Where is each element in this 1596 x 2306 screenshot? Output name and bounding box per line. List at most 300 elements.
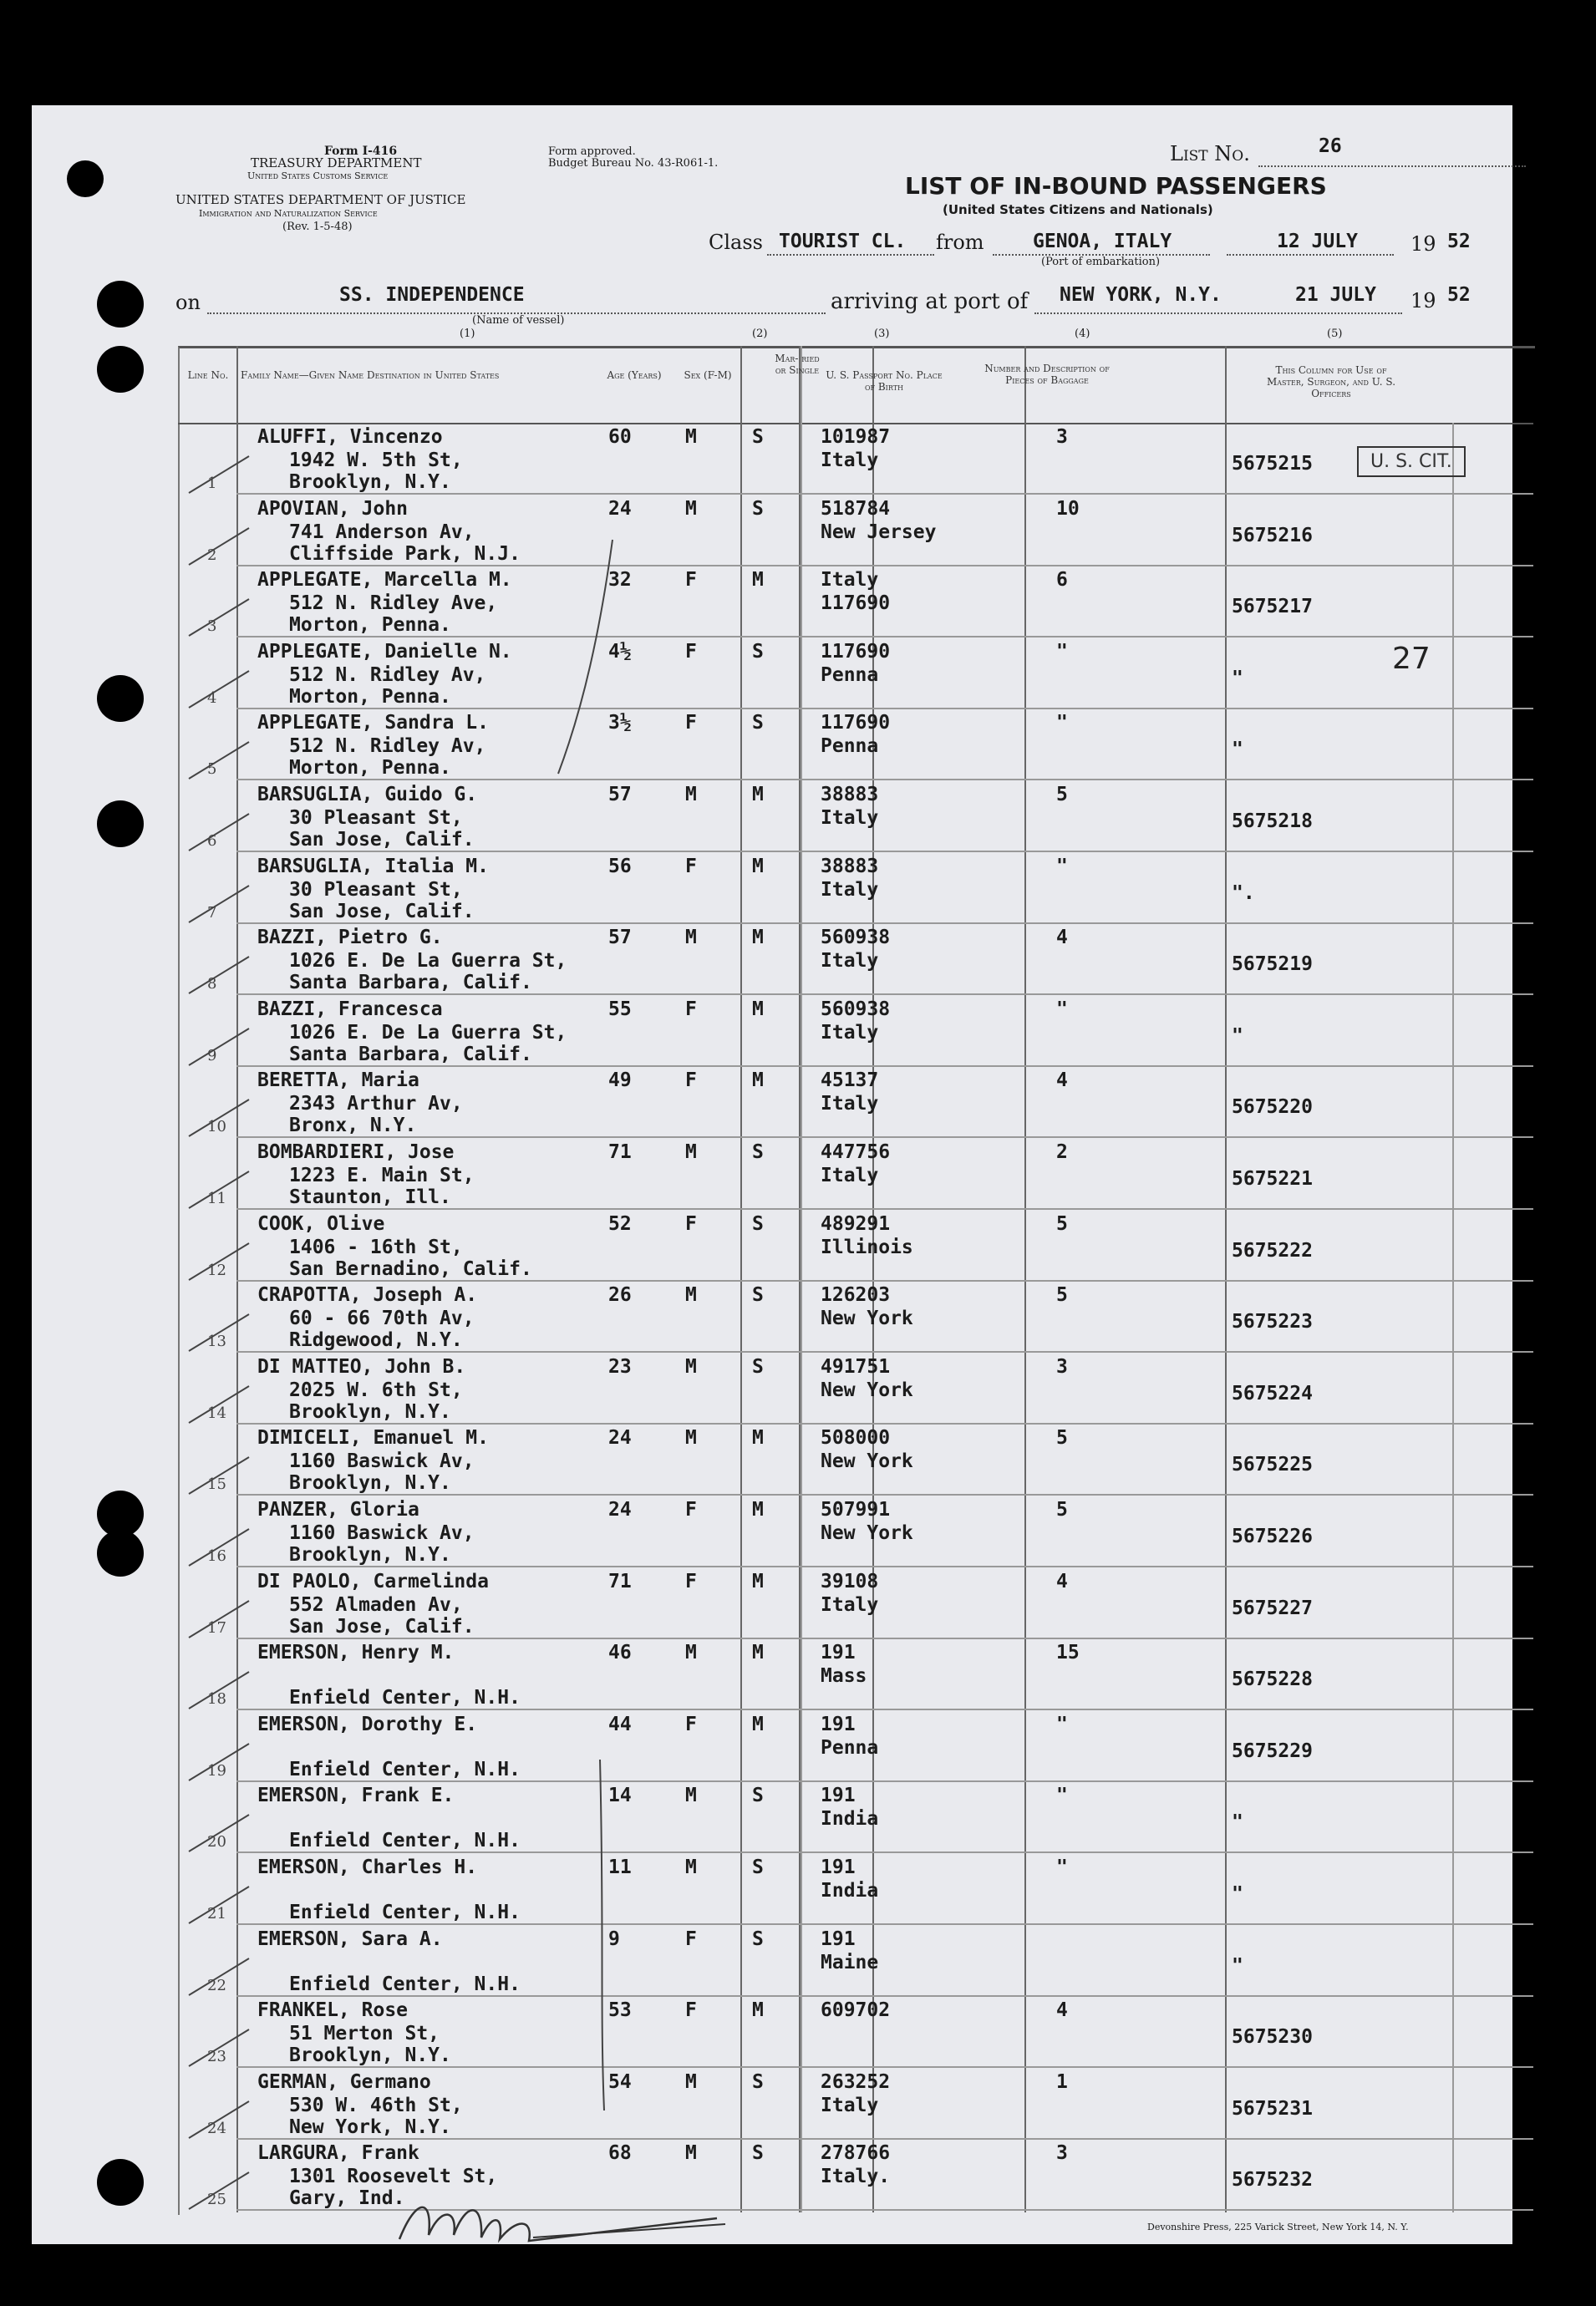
place-of-birth: Italy: [821, 1165, 879, 1186]
passenger-marital: M: [752, 1499, 764, 1521]
passenger-sex: F: [685, 1928, 697, 1950]
place-of-birth: New York: [821, 1308, 913, 1329]
passenger-age: 53: [608, 1999, 632, 2021]
passenger-age: 23: [608, 1356, 632, 1378]
passenger-address: 1026 E. De La Guerra St,: [289, 950, 567, 972]
passenger-city: Gary, Ind.: [289, 2187, 405, 2209]
line-number: 14: [207, 1404, 226, 1422]
line-number: 22: [207, 1977, 226, 1994]
passport-number: 447756: [821, 1141, 891, 1163]
justice-dept: UNITED STATES DEPARTMENT OF JUSTICE: [175, 192, 466, 207]
signature: [383, 2189, 734, 2256]
punch-hole: [67, 160, 104, 197]
line-number: 18: [207, 1690, 226, 1708]
budget-bureau: Budget Bureau No. 43-R061-1.: [548, 157, 719, 170]
passport-number: 191: [821, 1642, 856, 1663]
passenger-age: 57: [608, 927, 632, 948]
col-header-age: Age (Years): [607, 369, 662, 381]
passenger-name: EMERSON, Henry M.: [257, 1642, 455, 1663]
passenger-sex: M: [685, 1141, 697, 1163]
passenger-address: 1942 W. 5th St,: [289, 450, 463, 471]
baggage-count: 4: [1056, 1999, 1068, 2021]
passenger-marital: M: [752, 1069, 764, 1091]
place-of-birth: New Jersey: [821, 521, 937, 543]
line-number: 5: [207, 760, 217, 778]
baggage-count: 5: [1056, 1499, 1068, 1521]
line-number: 1: [207, 475, 217, 492]
passenger-city: Enfield Center, N.H.: [289, 1830, 521, 1851]
line-number: 25: [207, 2191, 226, 2208]
passenger-age: 26: [608, 1284, 632, 1306]
passenger-address: 2343 Arthur Av,: [289, 1093, 463, 1115]
passenger-name: EMERSON, Frank E.: [257, 1785, 455, 1806]
baggage-count: 3: [1056, 2142, 1068, 2164]
year-2: 52: [1447, 284, 1471, 306]
passenger-marital: S: [752, 1928, 764, 1950]
passenger-city: Santa Barbara, Calif.: [289, 1044, 532, 1065]
passenger-marital: S: [752, 1856, 764, 1878]
passenger-marital: S: [752, 1141, 764, 1163]
us-citizen-stamp: U. S. CIT.: [1357, 446, 1466, 477]
passenger-age: 55: [608, 998, 632, 1020]
passport-number: 191: [821, 1856, 856, 1878]
place-of-birth: Italy: [821, 1093, 879, 1115]
passenger-name: DI PAOLO, Carmelinda: [257, 1571, 489, 1592]
place-of-birth: Italy: [821, 879, 879, 901]
officer-number: 5675222: [1232, 1240, 1313, 1262]
baggage-count: 15: [1056, 1642, 1080, 1663]
col-header-sex: Sex (F-M): [684, 369, 732, 381]
passenger-age: 44: [608, 1714, 632, 1735]
passenger-marital: M: [752, 784, 764, 805]
passenger-age: 71: [608, 1141, 632, 1163]
officer-number: ": [1232, 1811, 1243, 1833]
passenger-sex: F: [685, 1213, 697, 1235]
passenger-sex: M: [685, 426, 697, 448]
passenger-address: 1301 Roosevelt St,: [289, 2166, 498, 2187]
passenger-age: 60: [608, 426, 632, 448]
officer-number: 5675231: [1232, 2098, 1313, 2120]
passenger-city: Brooklyn, N.Y.: [289, 1401, 451, 1423]
baggage-count: 5: [1056, 1284, 1068, 1306]
list-no-label: List No.: [1170, 142, 1250, 165]
officer-number: ": [1232, 1025, 1243, 1047]
line-number: 23: [207, 2048, 226, 2065]
passenger-age: 68: [608, 2142, 632, 2164]
line-number: 8: [207, 975, 217, 993]
line-number: 16: [207, 1547, 226, 1565]
passenger-city: Enfield Center, N.H.: [289, 1687, 521, 1709]
passenger-marital: S: [752, 1284, 764, 1306]
officer-number: 5675232: [1232, 2169, 1313, 2191]
place-of-birth: Penna: [821, 735, 879, 757]
passport-number: 491751: [821, 1356, 891, 1378]
baggage-count: 5: [1056, 1213, 1068, 1235]
passenger-address: 530 W. 46th St,: [289, 2095, 463, 2116]
date-arrival: 21 JULY: [1295, 284, 1376, 306]
passport-number: 38883: [821, 856, 879, 877]
col-header-line: Line No.: [187, 369, 229, 381]
passenger-address: 30 Pleasant St,: [289, 807, 463, 829]
passenger-name: EMERSON, Sara A.: [257, 1928, 443, 1950]
line-number: 13: [207, 1333, 226, 1350]
place-of-birth: 117690: [821, 592, 891, 614]
passenger-sex: M: [685, 1856, 697, 1878]
passenger-city: Enfield Center, N.H.: [289, 1902, 521, 1923]
passport-number: 560938: [821, 998, 891, 1020]
place-of-birth: Illinois: [821, 1237, 913, 1258]
passport-number: 38883: [821, 784, 879, 805]
baggage-count: ": [1056, 998, 1068, 1020]
year-prefix-2: 19: [1410, 289, 1436, 312]
arriving-label: arriving at port of: [831, 289, 1029, 314]
passenger-sex: M: [685, 927, 697, 948]
place-of-birth: Maine: [821, 1952, 879, 1973]
passenger-sex: F: [685, 712, 697, 734]
col-num-1: (1): [460, 328, 475, 340]
passenger-city: San Bernadino, Calif.: [289, 1258, 532, 1280]
passenger-city: Cliffside Park, N.J.: [289, 543, 521, 565]
passenger-marital: S: [752, 2142, 764, 2164]
baggage-count: ": [1056, 1856, 1068, 1878]
year-1: 52: [1447, 231, 1471, 252]
place-of-birth: India: [821, 1808, 879, 1830]
passenger-address: 1406 - 16th St,: [289, 1237, 463, 1258]
passenger-sex: M: [685, 2142, 697, 2164]
passenger-name: GERMAN, Germano: [257, 2071, 431, 2093]
col-header-name: Family Name—Given Name Destination in United States: [241, 369, 500, 381]
baggage-count: ": [1056, 856, 1068, 877]
passport-number: 117690: [821, 712, 891, 734]
passenger-sex: M: [685, 1785, 697, 1806]
passport-number: 609702: [821, 1999, 891, 2021]
passenger-age: 11: [608, 1856, 632, 1878]
passport-number: 101987: [821, 426, 891, 448]
passenger-sex: F: [685, 1571, 697, 1592]
officer-number: 5675228: [1232, 1669, 1313, 1690]
col-header-officers: This Column for Use of Master, Surgeon, and U. S. Officers: [1266, 364, 1396, 399]
passenger-city: Brooklyn, N.Y.: [289, 2044, 451, 2066]
place-of-birth: Penna: [821, 664, 879, 686]
passenger-sex: F: [685, 856, 697, 877]
passport-number: 45137: [821, 1069, 879, 1091]
passenger-marital: M: [752, 1714, 764, 1735]
passenger-city: Staunton, Ill.: [289, 1186, 451, 1208]
list-no-value: 26: [1319, 135, 1342, 157]
passenger-marital: M: [752, 569, 764, 591]
passenger-age: 9: [608, 1928, 620, 1950]
officer-number: ": [1232, 1955, 1243, 1977]
baggage-count: 4: [1056, 1069, 1068, 1091]
passenger-marital: M: [752, 998, 764, 1020]
passenger-city: San Jose, Calif.: [289, 901, 475, 922]
passenger-address: 512 N. Ridley Av,: [289, 664, 486, 686]
baggage-count: 10: [1056, 498, 1080, 520]
passenger-address: 30 Pleasant St,: [289, 879, 463, 901]
passenger-name: EMERSON, Charles H.: [257, 1856, 478, 1878]
passenger-city: Morton, Penna.: [289, 686, 451, 708]
passenger-sex: F: [685, 998, 697, 1020]
officer-number: 5675217: [1232, 596, 1313, 617]
passport-number: 489291: [821, 1213, 891, 1235]
place-of-birth: Italy: [821, 950, 879, 972]
passenger-sex: M: [685, 498, 697, 520]
on-label: on: [175, 291, 201, 314]
passenger-marital: S: [752, 641, 764, 663]
officer-number: 5675218: [1232, 810, 1313, 832]
passenger-marital: S: [752, 712, 764, 734]
passenger-marital: M: [752, 856, 764, 877]
vessel-caption: (Name of vessel): [472, 314, 565, 327]
passenger-marital: M: [752, 927, 764, 948]
passenger-address: 60 - 66 70th Av,: [289, 1308, 475, 1329]
officer-number: 5675219: [1232, 953, 1313, 975]
passenger-age: 4½: [608, 641, 632, 663]
officer-number: 5675223: [1232, 1311, 1313, 1333]
passport-number: 126203: [821, 1284, 891, 1306]
passenger-name: FRANKEL, Rose: [257, 1999, 409, 2021]
footer-printer: Devonshire Press, 225 Varick Street, New York 14, N. Y.: [1147, 2222, 1409, 2232]
punch-hole: [97, 281, 144, 328]
passenger-city: Enfield Center, N.H.: [289, 1759, 521, 1780]
passenger-age: 46: [608, 1642, 632, 1663]
passenger-marital: S: [752, 498, 764, 520]
passenger-city: Morton, Penna.: [289, 757, 451, 779]
passenger-address: 1223 E. Main St,: [289, 1165, 475, 1186]
passenger-name: APPLEGATE, Sandra L.: [257, 712, 489, 734]
col-header-passport: U. S. Passport No. Place of Birth: [826, 369, 943, 393]
place-of-birth: Italy: [821, 1594, 879, 1616]
officer-number: ": [1232, 739, 1243, 760]
line-number: 17: [207, 1619, 226, 1637]
passenger-sex: M: [685, 1356, 697, 1378]
baggage-count: 5: [1056, 1427, 1068, 1449]
year-prefix-1: 19: [1410, 232, 1436, 256]
place-of-birth: Italy: [821, 1022, 879, 1044]
baggage-count: ": [1056, 712, 1068, 734]
officer-number: 5675224: [1232, 1383, 1313, 1404]
baggage-count: 5: [1056, 784, 1068, 805]
passenger-city: San Jose, Calif.: [289, 1616, 475, 1638]
class-value: TOURIST CL.: [779, 231, 907, 252]
passenger-marital: M: [752, 1999, 764, 2021]
place-of-birth: New York: [821, 1522, 913, 1544]
passenger-sex: F: [685, 1069, 697, 1091]
passenger-age: 24: [608, 1427, 632, 1449]
passenger-marital: S: [752, 1785, 764, 1806]
passenger-city: San Jose, Calif.: [289, 829, 475, 851]
passenger-name: BAZZI, Pietro G.: [257, 927, 443, 948]
passenger-age: 71: [608, 1571, 632, 1592]
passenger-name: LARGURA, Frank: [257, 2142, 419, 2164]
officer-number: 5675227: [1232, 1597, 1313, 1619]
passenger-name: BARSUGLIA, Guido G.: [257, 784, 478, 805]
passenger-name: APPLEGATE, Marcella M.: [257, 569, 512, 591]
passenger-address: 512 N. Ridley Av,: [289, 735, 486, 757]
passenger-marital: M: [752, 1427, 764, 1449]
officer-number: 5675216: [1232, 525, 1313, 546]
line-number: 10: [207, 1118, 226, 1135]
col-num-4: (4): [1075, 328, 1090, 340]
revision: (Rev. 1-5-48): [282, 221, 353, 233]
place-of-birth: Italy: [821, 450, 879, 471]
officer-number: ": [1232, 1883, 1243, 1905]
officer-number: 5675226: [1232, 1526, 1313, 1547]
line-number: 20: [207, 1833, 226, 1851]
passenger-marital: S: [752, 1213, 764, 1235]
passenger-city: Ridgewood, N.Y.: [289, 1329, 463, 1351]
baggage-count: 3: [1056, 426, 1068, 448]
line-number: 7: [207, 904, 217, 922]
baggage-count: 3: [1056, 1356, 1068, 1378]
passenger-address: 512 N. Ridley Ave,: [289, 592, 498, 614]
form-number: Form I-416: [324, 145, 398, 158]
passport-number: 263252: [821, 2071, 891, 2093]
margin-note: 27: [1392, 642, 1431, 676]
passenger-age: 14: [608, 1785, 632, 1806]
passenger-name: APOVIAN, John: [257, 498, 409, 520]
vessel-name: SS. INDEPENDENCE: [339, 284, 525, 306]
passenger-address: 2025 W. 6th St,: [289, 1379, 463, 1401]
passport-number: 191: [821, 1928, 856, 1950]
col-num-3: (3): [874, 328, 890, 340]
passenger-city: Brooklyn, N.Y.: [289, 471, 451, 493]
passenger-age: 49: [608, 1069, 632, 1091]
passenger-marital: S: [752, 426, 764, 448]
passenger-sex: F: [685, 1714, 697, 1735]
line-number: 3: [207, 617, 217, 635]
passenger-name: DI MATTEO, John B.: [257, 1356, 466, 1378]
officer-number: ".: [1232, 882, 1255, 904]
from-value: GENOA, ITALY: [1033, 231, 1172, 252]
officer-number: 5675229: [1232, 1740, 1313, 1762]
passenger-address: 51 Merton St,: [289, 2023, 440, 2044]
passenger-marital: M: [752, 1642, 764, 1663]
customs-service: United States Customs Service: [247, 170, 389, 181]
place-of-birth: Italy: [821, 2095, 879, 2116]
passport-number: 508000: [821, 1427, 891, 1449]
passenger-name: BAZZI, Francesca: [257, 998, 443, 1020]
form-subtitle: (United States Citizens and Nationals): [943, 202, 1213, 217]
passenger-name: PANZER, Gloria: [257, 1499, 419, 1521]
passenger-age: 3½: [608, 712, 632, 734]
passenger-address: 552 Almaden Av,: [289, 1594, 463, 1616]
passenger-sex: F: [685, 569, 697, 591]
place-of-birth: India: [821, 1880, 879, 1902]
passenger-city: Brooklyn, N.Y.: [289, 1472, 451, 1494]
passport-number: 518784: [821, 498, 891, 520]
baggage-count: 4: [1056, 1571, 1068, 1592]
port-caption: (Port of embarkation): [1041, 256, 1161, 268]
baggage-count: ": [1056, 641, 1068, 663]
punch-hole: [97, 346, 144, 393]
passenger-sex: M: [685, 1427, 697, 1449]
col-num-5: (5): [1327, 328, 1343, 340]
passenger-name: BOMBARDIERI, Jose: [257, 1141, 455, 1163]
passport-number: 39108: [821, 1571, 879, 1592]
passenger-city: Santa Barbara, Calif.: [289, 972, 532, 993]
line-number: 21: [207, 1905, 226, 1923]
passenger-sex: F: [685, 1999, 697, 2021]
passenger-sex: M: [685, 2071, 697, 2093]
col-header-baggage: Number and Description of Pieces of Baggage: [984, 363, 1110, 386]
passenger-name: DIMICELI, Emanuel M.: [257, 1427, 489, 1449]
line-number: 9: [207, 1047, 217, 1064]
place-of-birth: Italy: [821, 807, 879, 829]
line-number: 2: [207, 546, 217, 564]
col-num-2: (2): [752, 328, 768, 340]
officer-number: 5675225: [1232, 1454, 1313, 1476]
passenger-marital: M: [752, 1571, 764, 1592]
officer-number: 5675215: [1232, 453, 1313, 475]
baggage-count: 4: [1056, 927, 1068, 948]
place-of-birth: Italy.: [821, 2166, 891, 2187]
passenger-sex: F: [685, 641, 697, 663]
passenger-sex: M: [685, 1642, 697, 1663]
passenger-age: 24: [608, 1499, 632, 1521]
check-marks: [182, 423, 617, 2227]
form-approved: Form approved.: [548, 145, 636, 158]
passenger-age: 57: [608, 784, 632, 805]
passenger-city: Brooklyn, N.Y.: [289, 1544, 451, 1566]
passenger-address: 741 Anderson Av,: [289, 521, 475, 543]
passenger-age: 54: [608, 2071, 632, 2093]
officer-number: 5675220: [1232, 1096, 1313, 1118]
officer-number: 5675230: [1232, 2026, 1313, 2048]
passenger-city: Bronx, N.Y.: [289, 1115, 417, 1136]
passenger-city: Morton, Penna.: [289, 614, 451, 636]
passenger-age: 24: [608, 498, 632, 520]
passport-number: 507991: [821, 1499, 891, 1521]
line-number: 24: [207, 2120, 226, 2137]
passenger-marital: S: [752, 1356, 764, 1378]
place-of-birth: New York: [821, 1450, 913, 1472]
passport-number: 560938: [821, 927, 891, 948]
passport-number: 191: [821, 1714, 856, 1735]
line-number: 15: [207, 1476, 226, 1493]
passenger-name: COOK, Olive: [257, 1213, 385, 1235]
form-title: LIST OF IN-BOUND PASSENGERS: [905, 172, 1327, 200]
passenger-city: Enfield Center, N.H.: [289, 1973, 521, 1995]
date-from: 12 JULY: [1277, 231, 1358, 252]
place-of-birth: Mass: [821, 1665, 867, 1687]
passenger-marital: S: [752, 2071, 764, 2093]
officer-number: 5675221: [1232, 1168, 1313, 1190]
passenger-name: ALUFFI, Vincenzo: [257, 426, 443, 448]
form-sheet: [32, 105, 1512, 2244]
passenger-name: BERETTA, Maria: [257, 1069, 419, 1091]
baggage-count: 6: [1056, 569, 1068, 591]
col-header-married: Mar- ried or Single: [775, 353, 820, 376]
line-number: 12: [207, 1262, 226, 1279]
passenger-name: CRAPOTTA, Joseph A.: [257, 1284, 478, 1306]
passenger-city: New York, N.Y.: [289, 2116, 451, 2138]
place-of-birth: New York: [821, 1379, 913, 1401]
line-number: 6: [207, 832, 217, 850]
from-label: from: [936, 231, 984, 254]
passport-number: 278766: [821, 2142, 891, 2164]
line-number: 4: [207, 689, 217, 707]
baggage-count: 1: [1056, 2071, 1068, 2093]
passenger-age: 32: [608, 569, 632, 591]
passenger-name: BARSUGLIA, Italia M.: [257, 856, 489, 877]
passenger-age: 52: [608, 1213, 632, 1235]
passenger-age: 56: [608, 856, 632, 877]
passenger-address: 1160 Baswick Av,: [289, 1450, 475, 1472]
passenger-name: EMERSON, Dorothy E.: [257, 1714, 478, 1735]
class-label: Class: [709, 231, 763, 254]
passenger-sex: M: [685, 1284, 697, 1306]
